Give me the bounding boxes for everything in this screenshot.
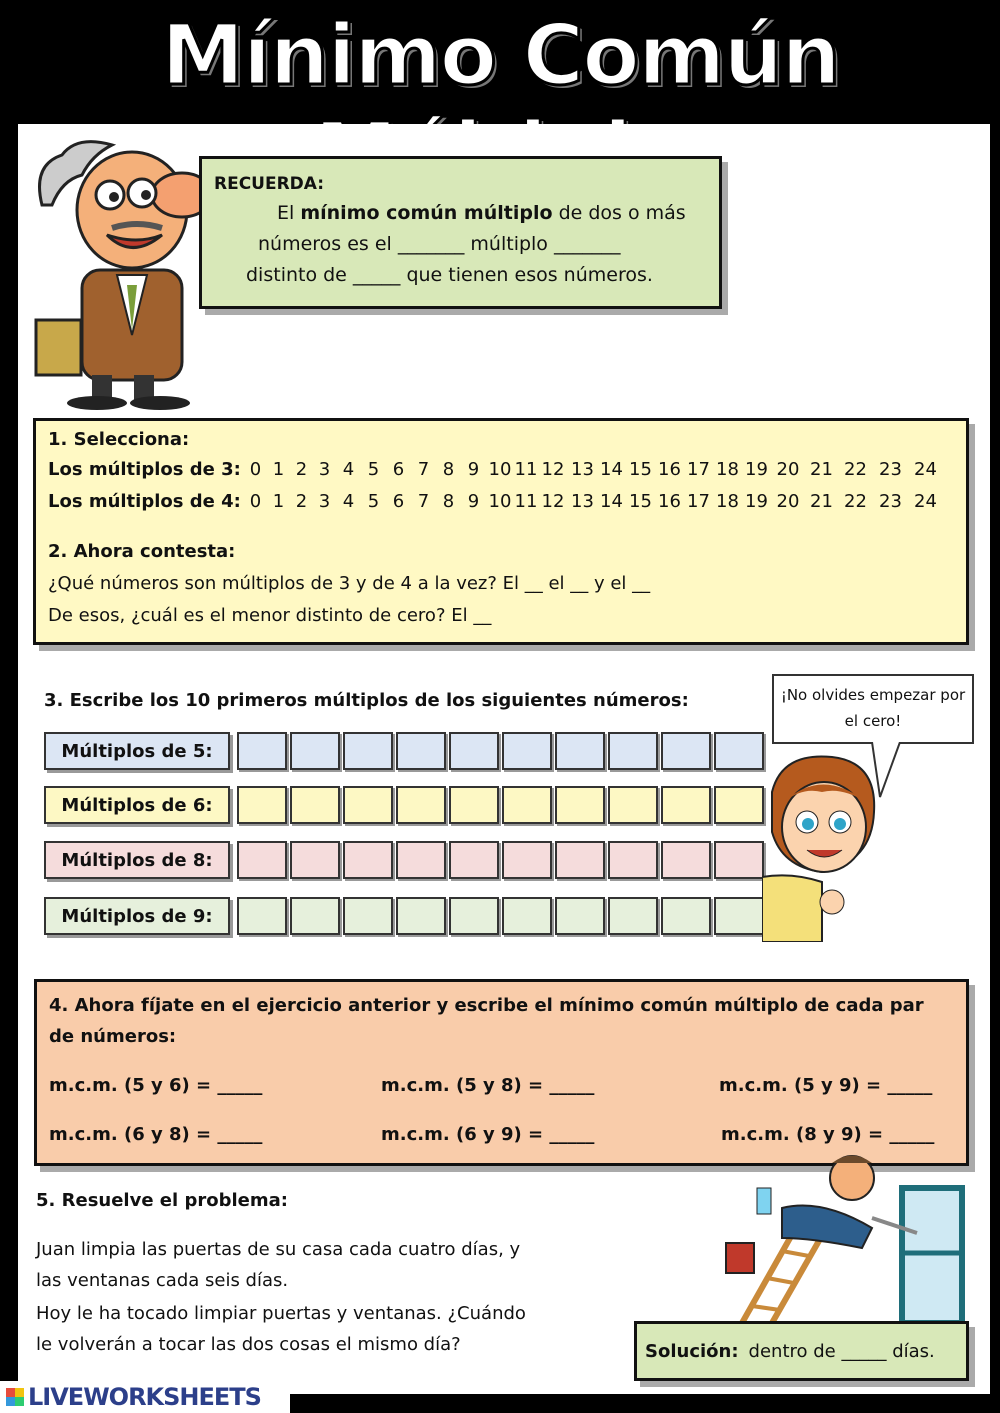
answer-cell[interactable] <box>237 897 287 935</box>
mcm-6-8[interactable]: m.c.m. (6 y 8) = _____ <box>49 1124 263 1145</box>
answer-cell[interactable] <box>343 841 393 879</box>
recuerda-box <box>199 156 722 309</box>
answer-cell[interactable] <box>237 841 287 879</box>
answer-cell[interactable] <box>396 786 446 824</box>
selectable-number[interactable]: 3 <box>318 491 331 512</box>
answer-cell[interactable] <box>290 841 340 879</box>
multiples-of-4-label: Los múltiplos de 4: <box>48 491 241 512</box>
answer-cell[interactable] <box>608 786 658 824</box>
selectable-number[interactable]: 19 <box>745 459 768 480</box>
selectable-number[interactable]: 11 <box>514 491 538 512</box>
selectable-number[interactable]: 12 <box>541 459 565 480</box>
logo-text: LIVEWORKSHEETS <box>28 1383 261 1411</box>
selectable-number[interactable]: 12 <box>541 491 565 512</box>
answer-cell[interactable] <box>502 897 552 935</box>
selectable-number[interactable]: 21 <box>810 459 833 480</box>
selectable-number[interactable]: 8 <box>442 491 455 512</box>
answer-cell[interactable] <box>555 732 605 770</box>
selectable-number[interactable]: 6 <box>392 459 405 480</box>
selectable-number[interactable]: 2 <box>295 491 308 512</box>
selectable-number[interactable]: 1 <box>272 491 285 512</box>
exercise-5-heading: 5. Resuelve el problema: <box>36 1190 288 1211</box>
multiples-of-4-row <box>48 491 943 512</box>
multiples-of-3-numbers <box>244 459 943 480</box>
answer-cell[interactable] <box>608 897 658 935</box>
recuerda-text: El <box>277 202 301 224</box>
solution-box <box>634 1321 969 1381</box>
selectable-number[interactable]: 24 <box>914 491 937 512</box>
exercise-1-box <box>33 418 969 645</box>
exercise-2-heading: 2. Ahora contesta: <box>48 541 236 562</box>
answer-cell[interactable] <box>555 841 605 879</box>
answer-cell[interactable] <box>661 841 711 879</box>
selectable-number[interactable]: 18 <box>716 491 739 512</box>
answer-cell[interactable] <box>396 897 446 935</box>
selectable-number[interactable]: 1 <box>272 459 285 480</box>
selectable-number[interactable]: 5 <box>367 491 380 512</box>
girl-illustration <box>762 752 882 942</box>
speech-bubble: ¡No olvides empezar por el cero! <box>772 674 974 744</box>
multiples-of-4-numbers <box>244 491 943 512</box>
selectable-number[interactable]: 9 <box>467 491 480 512</box>
selectable-number[interactable]: 22 <box>844 459 867 480</box>
page-title: Mínimo Común <box>161 6 839 104</box>
mcm-5-9[interactable]: m.c.m. (5 y 9) = _____ <box>719 1075 933 1096</box>
answer-cell[interactable] <box>661 786 711 824</box>
exercise-2-question-2[interactable]: De esos, ¿cuál es el menor distinto de cero? El __ <box>48 605 492 626</box>
answer-cell[interactable] <box>661 732 711 770</box>
selectable-number[interactable]: 22 <box>844 491 867 512</box>
multiples-row <box>44 841 764 879</box>
selectable-number[interactable]: 6 <box>392 491 405 512</box>
multiples-row-label: Múltiplos de 9: <box>44 897 230 935</box>
selectable-number[interactable]: 10 <box>488 491 512 512</box>
mcm-5-6[interactable]: m.c.m. (5 y 6) = _____ <box>49 1075 263 1096</box>
selectable-number[interactable]: 3 <box>318 459 331 480</box>
selectable-number[interactable]: 17 <box>687 491 710 512</box>
selectable-number[interactable]: 0 <box>249 491 262 512</box>
answer-cell[interactable] <box>714 732 764 770</box>
exercise-3-heading: 3. Escribe los 10 primeros múltiplos de los siguientes números: <box>44 690 689 711</box>
answer-cell[interactable] <box>608 841 658 879</box>
solution-label: Solución: <box>645 1340 739 1362</box>
liveworksheets-logo[interactable] <box>0 1381 290 1413</box>
selectable-number[interactable]: 4 <box>342 491 355 512</box>
recuerda-heading: RECUERDA: <box>214 174 325 194</box>
answer-cell[interactable] <box>343 897 393 935</box>
recuerda-line-2[interactable]: números es el _______ múltiplo _______ <box>258 233 621 255</box>
answer-cell[interactable] <box>555 897 605 935</box>
multiples-of-3-row <box>48 459 943 480</box>
selectable-number[interactable]: 24 <box>914 459 937 480</box>
selectable-number[interactable]: 15 <box>629 459 652 480</box>
selectable-number[interactable]: 16 <box>658 491 681 512</box>
answer-cell[interactable] <box>237 732 287 770</box>
selectable-number[interactable]: 4 <box>342 459 355 480</box>
answer-cell[interactable] <box>449 897 499 935</box>
recuerda-line-1 <box>277 198 686 229</box>
mcm-5-8[interactable]: m.c.m. (5 y 8) = _____ <box>381 1075 595 1096</box>
selectable-number[interactable]: 23 <box>879 491 902 512</box>
selectable-number[interactable]: 8 <box>442 459 455 480</box>
problem-line-3: Hoy le ha tocado limpiar puertas y ventanas. ¿Cuándo <box>36 1303 526 1324</box>
problem-line-2: las ventanas cada seis días. <box>36 1270 289 1291</box>
answer-cell[interactable] <box>714 786 764 824</box>
answer-cell[interactable] <box>714 897 764 935</box>
answer-cell[interactable] <box>502 841 552 879</box>
selectable-number[interactable]: 10 <box>488 459 512 480</box>
multiples-row-label: Múltiplos de 5: <box>44 732 230 770</box>
selectable-number[interactable]: 0 <box>249 459 262 480</box>
answer-cell[interactable] <box>290 897 340 935</box>
answer-cell[interactable] <box>502 732 552 770</box>
multiples-of-3-label: Los múltiplos de 3: <box>48 459 241 480</box>
answer-cell[interactable] <box>449 841 499 879</box>
multiples-row <box>44 786 764 824</box>
answer-cell[interactable] <box>661 897 711 935</box>
answer-cell[interactable] <box>714 841 764 879</box>
multiples-row <box>44 732 764 770</box>
selectable-number[interactable]: 2 <box>295 459 308 480</box>
selectable-number[interactable]: 20 <box>776 459 800 480</box>
answer-cell[interactable] <box>343 786 393 824</box>
multiples-row <box>44 897 764 935</box>
answer-cell[interactable] <box>555 786 605 824</box>
answer-cell[interactable] <box>608 732 658 770</box>
selectable-number[interactable]: 13 <box>571 459 594 480</box>
selectable-number[interactable]: 7 <box>417 459 430 480</box>
logo-icon <box>6 1388 24 1406</box>
selectable-number[interactable]: 16 <box>658 459 681 480</box>
exercise-1-heading: 1. Selecciona: <box>48 429 190 450</box>
answer-cell[interactable] <box>237 786 287 824</box>
selectable-number[interactable]: 21 <box>810 491 833 512</box>
selectable-number[interactable]: 14 <box>600 459 623 480</box>
selectable-number[interactable]: 9 <box>467 459 480 480</box>
selectable-number[interactable]: 5 <box>367 459 380 480</box>
recuerda-text: de dos o más <box>552 202 686 224</box>
selectable-number[interactable]: 23 <box>879 459 902 480</box>
multiples-row-label: Múltiplos de 6: <box>44 786 230 824</box>
answer-cell[interactable] <box>396 732 446 770</box>
selectable-number[interactable]: 17 <box>687 459 710 480</box>
answer-cell[interactable] <box>396 841 446 879</box>
answer-cell[interactable] <box>290 786 340 824</box>
window-cleaner-illustration <box>712 1148 972 1323</box>
exercise-4-box <box>34 979 969 1166</box>
selectable-number[interactable]: 18 <box>716 459 739 480</box>
mcm-8-9[interactable]: m.c.m. (8 y 9) = _____ <box>721 1124 935 1145</box>
selectable-number[interactable]: 20 <box>776 491 800 512</box>
answer-cell[interactable] <box>502 786 552 824</box>
selectable-number[interactable]: 14 <box>600 491 623 512</box>
exercise-2-question-1[interactable]: ¿Qué números son múltiplos de 3 y de 4 a la vez? El __ el __ y el __ <box>48 573 651 594</box>
problem-line-4: le volverán a tocar las dos cosas el mismo día? <box>36 1334 461 1355</box>
recuerda-line-3[interactable]: distinto de _____ que tienen esos números. <box>246 264 653 286</box>
answer-cell[interactable] <box>449 732 499 770</box>
mcm-6-9[interactable]: m.c.m. (6 y 9) = _____ <box>381 1124 595 1145</box>
recuerda-bold-term: mínimo común múltiplo <box>300 202 553 224</box>
solution-input[interactable]: dentro de _____ días. <box>748 1340 935 1362</box>
answer-cell[interactable] <box>290 732 340 770</box>
answer-cell[interactable] <box>449 786 499 824</box>
exercise-4-heading: 4. Ahora fíjate en el ejercicio anterior y escribe el mínimo común múltiplo de cada par de números: <box>49 995 924 1047</box>
selectable-number[interactable]: 13 <box>571 491 594 512</box>
multiples-row-label: Múltiplos de 8: <box>44 841 230 879</box>
selectable-number[interactable]: 11 <box>514 459 538 480</box>
problem-line-1: Juan limpia las puertas de su casa cada cuatro días, y <box>36 1239 521 1260</box>
selectable-number[interactable]: 7 <box>417 491 430 512</box>
selectable-number[interactable]: 15 <box>629 491 652 512</box>
selectable-number[interactable]: 19 <box>745 491 768 512</box>
answer-cell[interactable] <box>343 732 393 770</box>
